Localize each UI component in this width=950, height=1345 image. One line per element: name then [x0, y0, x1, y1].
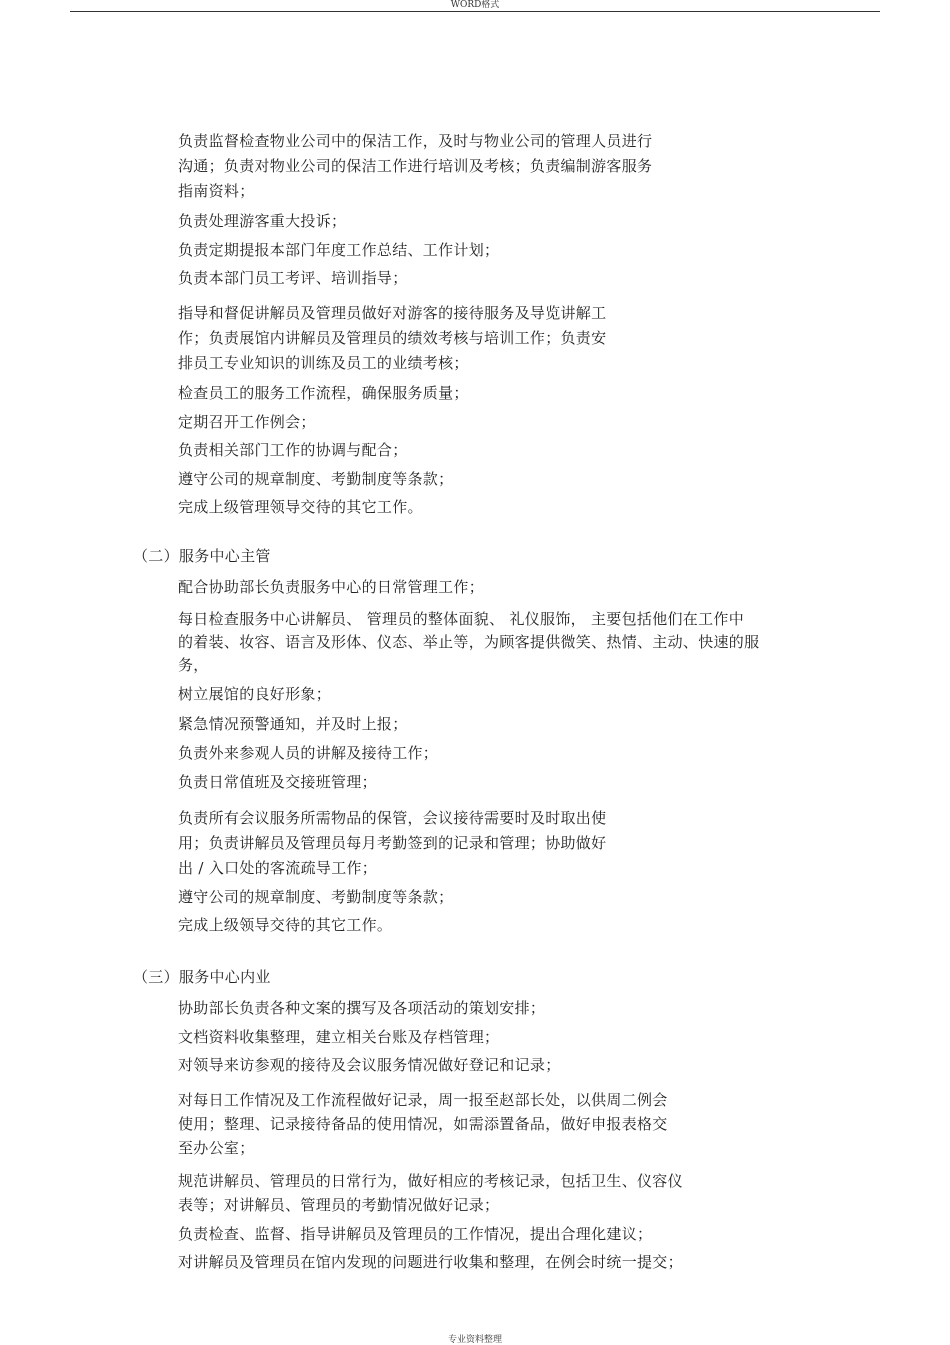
text-line: 沟通；负责对物业公司的保洁工作进行培训及考核；负责编制游客服务 [178, 157, 653, 175]
text-line: 负责定期提报本部门年度工作总结、工作计划； [178, 241, 500, 259]
text-line: 配合协助部长负责服务中心的日常管理工作； [178, 578, 485, 596]
text-line: 完成上级管理领导交待的其它工作。 [178, 498, 423, 516]
text-line: 规范讲解员、管理员的日常行为，做好相应的考核记录，包括卫生、仪容仪 [178, 1172, 683, 1190]
text-line: 出 / 入口处的客流疏导工作； [178, 859, 378, 877]
page-footer-label: 专业资料整理 [447, 1335, 502, 1345]
section-heading: （三）服务中心内业 [133, 968, 271, 986]
text-line: 负责日常值班及交接班管理； [178, 773, 377, 791]
text-line: 负责外来参观人员的讲解及接待工作； [178, 744, 439, 762]
text-line: 负责监督检查物业公司中的保洁工作，及时与物业公司的管理人员进行 [178, 132, 653, 150]
text-line: 完成上级领导交待的其它工作。 [178, 916, 393, 934]
text-line: 使用；整理、记录接待备品的使用情况，如需添置备品，做好申报表格交 [178, 1115, 668, 1133]
text-line: 表等；对讲解员、管理员的考勤情况做好记录； [178, 1196, 500, 1214]
text-line: 作；负责展馆内讲解员及管理员的绩效考核与培训工作；负责安 [178, 329, 607, 347]
text-line: 对讲解员及管理员在馆内发现的问题进行收集和整理，在例会时统一提交； [178, 1253, 683, 1271]
text-line: 负责检查、监督、指导讲解员及管理员的工作情况，提出合理化建议； [178, 1225, 653, 1243]
text-line: 负责处理游客重大投诉； [178, 212, 347, 230]
text-line: 遵守公司的规章制度、考勤制度等条款； [178, 888, 454, 906]
text-line: 负责本部门员工考评、培训指导； [178, 269, 408, 287]
header-rule [70, 11, 880, 12]
text-line: 用；负责讲解员及管理员每月考勤签到的记录和管理；协助做好 [178, 834, 607, 852]
text-line: 每日检查服务中心讲解员、 管理员的整体面貌、 礼仪服饰， 主要包括他们在工作中 [178, 610, 745, 628]
text-line: 至办公室； [178, 1139, 255, 1157]
section-heading: （二）服务中心主管 [133, 547, 271, 565]
text-line: 对领导来访参观的接待及会议服务情况做好登记和记录； [178, 1056, 561, 1074]
text-line: 指导和督促讲解员及管理员做好对游客的接待服务及导览讲解工 [178, 304, 607, 322]
text-line: 定期召开工作例会； [178, 413, 316, 431]
text-line: 对每日工作情况及工作流程做好记录，周一报至赵部长处，以供周二例会 [178, 1091, 668, 1109]
text-line: 紧急情况预警通知，并及时上报； [178, 715, 408, 733]
text-line: 负责相关部门工作的协调与配合； [178, 441, 408, 459]
text-line: 排员工专业知识的训练及员工的业绩考核； [178, 354, 469, 372]
page-header-label: WORD格式 [450, 0, 500, 10]
text-line: 遵守公司的规章制度、考勤制度等条款； [178, 470, 454, 488]
text-line: 负责所有会议服务所需物品的保管，会议接待需要时及时取出使 [178, 809, 607, 827]
text-line: 务， [178, 656, 209, 674]
text-line: 指南资料； [178, 182, 255, 200]
text-line: 检查员工的服务工作流程，确保服务质量； [178, 384, 469, 402]
text-line: 协助部长负责各种文案的撰写及各项活动的策划安排； [178, 999, 546, 1017]
text-line: 树立展馆的良好形象； [178, 685, 332, 703]
text-line: 的着装、妆容、语言及形体、仪态、举止等，为顾客提供微笑、热情、主动、快速的服 [178, 633, 760, 651]
text-line: 文档资料收集整理，建立相关台账及存档管理； [178, 1028, 500, 1046]
